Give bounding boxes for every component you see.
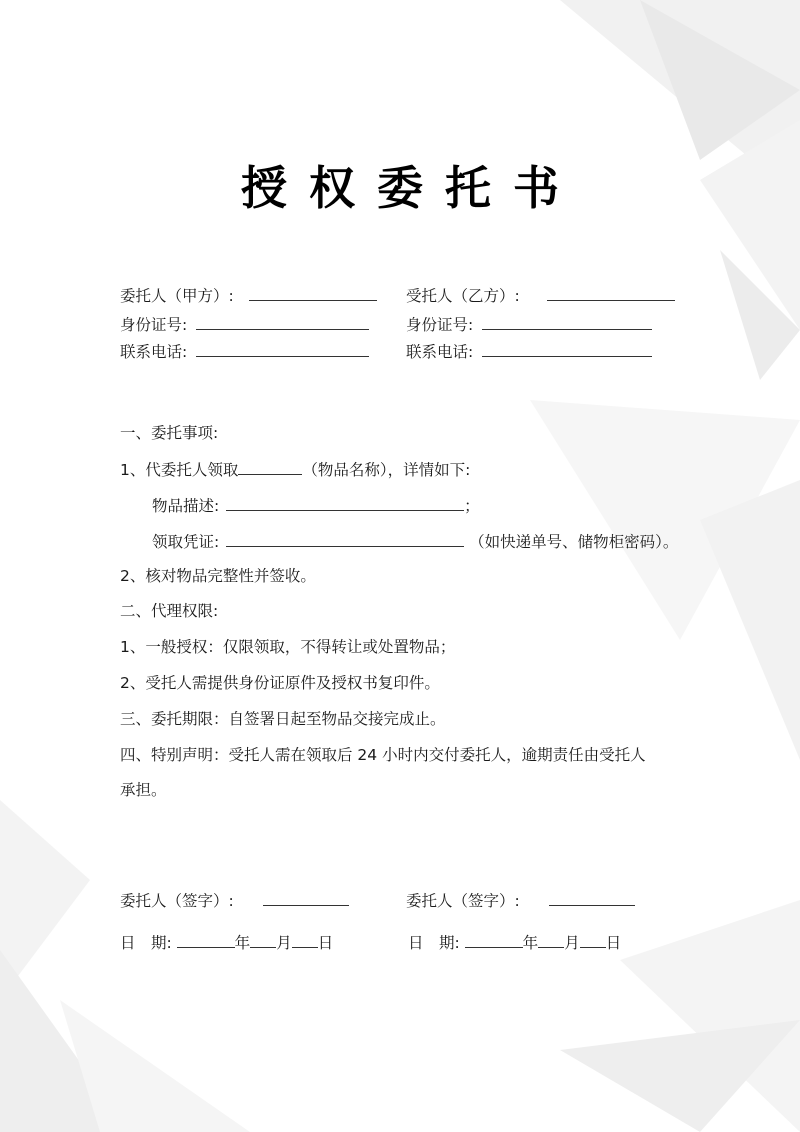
agent-id-label: 身份证号: — [406, 316, 474, 334]
left-signature-line — [120, 889, 349, 911]
agent-id-field[interactable] — [482, 313, 652, 330]
principal-id-line — [120, 313, 369, 335]
item1-prefix: 1、代委托人领取 — [120, 461, 239, 479]
left-year-label: 年 — [234, 934, 251, 952]
authority-heading: 二、代理权限: — [120, 602, 219, 620]
left-month-field[interactable] — [250, 931, 276, 948]
principal-label: 委托人（甲方）: — [120, 287, 234, 305]
agent-phone-label: 联系电话: — [406, 343, 474, 361]
agent-id-line — [406, 313, 652, 335]
item-name-field[interactable] — [238, 458, 302, 475]
right-signature-line — [406, 889, 635, 911]
left-date-line — [120, 931, 333, 953]
agent-label: 受托人（乙方）: — [406, 287, 520, 305]
item1-suffix: （物品名称），详情如下: — [302, 461, 471, 479]
voucher-field[interactable] — [226, 530, 464, 547]
document-title: 授权委托书 — [241, 161, 581, 215]
agent-phone-line — [406, 340, 652, 362]
principal-name-field[interactable] — [249, 284, 377, 301]
left-day-field[interactable] — [292, 931, 318, 948]
left-year-field[interactable] — [177, 931, 235, 948]
principal-phone-label: 联系电话: — [120, 343, 188, 361]
left-date-label: 日 期: — [120, 934, 172, 952]
left-signature-field[interactable] — [263, 889, 349, 906]
right-month-field[interactable] — [538, 931, 564, 948]
voucher-suffix: （如快递单号、储物柜密码）。 — [469, 533, 679, 551]
right-date-label: 日 期: — [408, 934, 460, 952]
description-end: ； — [464, 497, 480, 515]
item2-text: 2、核对物品完整性并签收。 — [120, 567, 316, 585]
right-date-line — [408, 931, 621, 953]
principal-id-label: 身份证号: — [120, 316, 188, 334]
left-day-label: 日 — [317, 934, 334, 952]
principal-id-field[interactable] — [196, 313, 369, 330]
authority2-text: 2、受托人需提供身份证原件及授权书复印件。 — [120, 674, 440, 692]
right-day-label: 日 — [605, 934, 622, 952]
statement-line1: 四、特别声明：受托人需在领取后 24 小时内交付委托人，逾期责任由受托人 — [120, 746, 646, 764]
right-signature-label: 委托人（签字）: — [406, 892, 520, 910]
voucher-label: 领取凭证: — [152, 533, 220, 551]
left-month-label: 月 — [276, 934, 292, 952]
left-signature-label: 委托人（签字）: — [120, 892, 234, 910]
right-year-field[interactable] — [465, 931, 523, 948]
right-month-label: 月 — [564, 934, 580, 952]
voucher-line — [152, 530, 678, 552]
principal-name-line — [120, 284, 377, 306]
statement-line2: 承担。 — [120, 781, 167, 799]
item-description-line — [152, 494, 480, 516]
agent-name-field[interactable] — [547, 284, 675, 301]
description-label: 物品描述: — [152, 497, 220, 515]
principal-phone-line — [120, 340, 369, 362]
authority1-text: 1、一般授权：仅限领取，不得转让或处置物品； — [120, 638, 456, 656]
principal-phone-field[interactable] — [196, 340, 369, 357]
matters-heading: 一、委托事项: — [120, 424, 219, 442]
agent-name-line — [406, 284, 675, 306]
right-year-label: 年 — [522, 934, 539, 952]
item1-line — [120, 458, 470, 480]
item-description-field[interactable] — [226, 494, 464, 511]
right-signature-field[interactable] — [549, 889, 635, 906]
agent-phone-field[interactable] — [482, 340, 652, 357]
right-day-field[interactable] — [580, 931, 606, 948]
term-text: 三、委托期限：自签署日起至物品交接完成止。 — [120, 710, 446, 728]
